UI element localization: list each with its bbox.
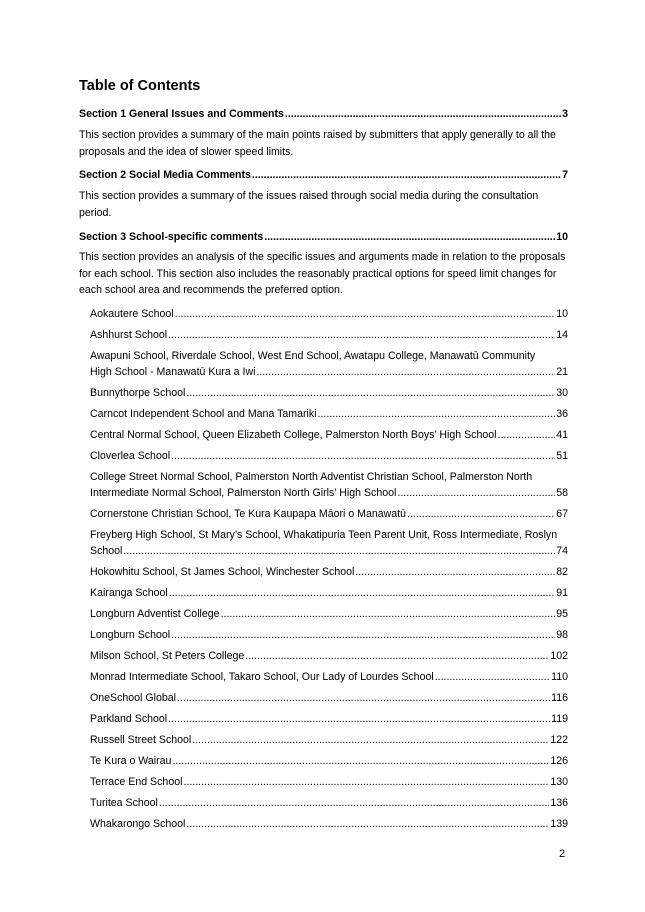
toc-entry[interactable] bbox=[90, 671, 568, 684]
toc-section-description: This section provides a summary of the issues raised through social media during the consultation period. bbox=[79, 190, 539, 219]
toc-page-number: 58 bbox=[556, 487, 568, 499]
toc-entry-first-line[interactable]: College Street Normal School, Palmerston North Adventist Christian School, Palmerston North bbox=[90, 471, 533, 483]
toc-leader-dots bbox=[355, 566, 555, 579]
toc-page-number: 119 bbox=[551, 713, 568, 725]
toc-entry-label: Monrad Intermediate School, Takaro School, Our Lady of Lourdes School bbox=[90, 671, 434, 683]
toc-leader-dots bbox=[245, 650, 549, 663]
toc-leader-dots bbox=[397, 487, 555, 500]
toc-page-number: 95 bbox=[556, 608, 568, 620]
toc-leader-dots bbox=[264, 231, 555, 244]
toc-entry[interactable] bbox=[90, 713, 568, 726]
toc-entry[interactable] bbox=[90, 797, 568, 810]
toc-entry-label: Central Normal School, Queen Elizabeth College, Palmerston North Boys’ High School bbox=[90, 429, 497, 441]
toc-section-description: This section provides a summary of the main points raised by submitters that apply generally to all the proposals and the idea of slower speed limits. bbox=[79, 129, 556, 158]
toc-page-number: 82 bbox=[556, 566, 568, 578]
toc-entry[interactable] bbox=[90, 629, 568, 642]
toc-leader-dots bbox=[498, 429, 556, 442]
toc-entry[interactable] bbox=[90, 508, 568, 521]
toc-page-number: 51 bbox=[556, 450, 568, 462]
toc-entry-label: Cloverlea School bbox=[90, 450, 171, 462]
toc-page-number: 116 bbox=[551, 692, 568, 704]
toc-page-number: 91 bbox=[556, 587, 568, 599]
toc-entry[interactable] bbox=[90, 487, 568, 500]
toc-entry[interactable] bbox=[90, 450, 568, 463]
toc-entry-label: Hokowhitu School, St James School, Winchester School bbox=[90, 566, 355, 578]
toc-entry[interactable] bbox=[90, 308, 568, 321]
toc-leader-dots bbox=[192, 734, 549, 747]
toc-page-number: 102 bbox=[550, 650, 568, 662]
toc-page-number: 14 bbox=[556, 329, 568, 341]
toc-leader-dots bbox=[407, 508, 555, 521]
toc-page-number: 10 bbox=[556, 231, 568, 243]
toc-leader-dots bbox=[168, 329, 555, 342]
toc-leader-dots bbox=[186, 387, 555, 400]
toc-leader-dots bbox=[252, 169, 561, 182]
toc-entry-label: OneSchool Global bbox=[90, 692, 176, 704]
toc-leader-dots bbox=[186, 818, 549, 831]
toc-page-number: 21 bbox=[556, 366, 568, 378]
toc-leader-dots bbox=[285, 108, 561, 121]
toc-entry[interactable] bbox=[90, 587, 568, 600]
toc-section-label: Section 1 General Issues and Comments bbox=[79, 108, 284, 120]
toc-leader-dots bbox=[168, 713, 550, 726]
toc-entry-first-line[interactable]: Awapuni School, Riverdale School, West End School, Awatapu College, Manawatū Community bbox=[90, 350, 536, 362]
toc-entry-label: Carncot Independent School and Mana Tamariki bbox=[90, 408, 317, 420]
toc-entry-label: Turitea School bbox=[90, 797, 158, 809]
toc-section-label: Section 3 School-specific comments bbox=[79, 231, 264, 243]
toc-leader-dots bbox=[171, 629, 555, 642]
toc-entry-label: Cornerstone Christian School, Te Kura Kaupapa Māori o Manawatū bbox=[90, 508, 407, 520]
toc-entry[interactable] bbox=[90, 366, 568, 379]
toc-entry-label: Milson School, St Peters College bbox=[90, 650, 245, 662]
toc-entry-label: Kairanga School bbox=[90, 587, 168, 599]
toc-entry[interactable] bbox=[90, 776, 568, 789]
toc-entry[interactable] bbox=[90, 608, 568, 621]
toc-section-1[interactable] bbox=[79, 108, 568, 121]
toc-entry[interactable] bbox=[90, 566, 568, 579]
toc-page-number: 130 bbox=[550, 776, 568, 788]
toc-leader-dots bbox=[435, 671, 550, 684]
toc-entry-label: Bunnythorpe School bbox=[90, 387, 186, 399]
toc-page-number: 136 bbox=[550, 797, 568, 809]
toc-page-number: 7 bbox=[562, 169, 568, 181]
toc-leader-dots bbox=[169, 587, 555, 600]
toc-page-number: 122 bbox=[550, 734, 568, 746]
toc-entry-label: Whakarongo School bbox=[90, 818, 186, 830]
toc-entry[interactable] bbox=[90, 692, 568, 705]
toc-page-number: 3 bbox=[562, 108, 568, 120]
toc-entry[interactable] bbox=[90, 545, 568, 558]
toc-title: Table of Contents bbox=[79, 78, 201, 94]
toc-page-number: 67 bbox=[556, 508, 568, 520]
toc-entry[interactable] bbox=[90, 734, 568, 747]
toc-leader-dots bbox=[123, 545, 555, 558]
toc-entry-label: Terrace End School bbox=[90, 776, 183, 788]
toc-entry-label: Longburn School bbox=[90, 629, 171, 641]
toc-section-description: This section provides an analysis of the specific issues and arguments made in relation to the proposals for each school. This section also includes the reasonably practical options for speed limit changes for each school area and recommends the preferred option. bbox=[79, 251, 566, 296]
toc-page-number: 126 bbox=[550, 755, 568, 767]
toc-page-number: 110 bbox=[551, 671, 568, 683]
toc-section-label: Section 2 Social Media Comments bbox=[79, 169, 251, 181]
toc-entry[interactable] bbox=[90, 650, 568, 663]
toc-entry-label: Intermediate Normal School, Palmerston North Girls’ High School bbox=[90, 487, 397, 499]
toc-entry-label: School bbox=[90, 545, 123, 557]
toc-entry[interactable] bbox=[90, 387, 568, 400]
toc-page-number: 139 bbox=[550, 818, 568, 830]
toc-leader-dots bbox=[159, 797, 549, 810]
page-number: 2 bbox=[559, 848, 566, 860]
toc-leader-dots bbox=[177, 692, 550, 705]
toc-entry[interactable] bbox=[90, 329, 568, 342]
toc-entry-label: Ashhurst School bbox=[90, 329, 168, 341]
toc-entry[interactable] bbox=[90, 429, 568, 442]
toc-page-number: 74 bbox=[556, 545, 568, 557]
toc-entry-label: Parkland School bbox=[90, 713, 168, 725]
toc-entry-label: Aokautere School bbox=[90, 308, 174, 320]
toc-entry-label: High School - Manawatū Kura a Iwi bbox=[90, 366, 256, 378]
toc-section-3[interactable] bbox=[79, 231, 568, 244]
toc-leader-dots bbox=[183, 776, 549, 789]
toc-leader-dots bbox=[172, 755, 549, 768]
toc-entry-label: Te Kura o Wairau bbox=[90, 755, 172, 767]
toc-page-number: 10 bbox=[556, 308, 568, 320]
toc-entry-label: Russell Street School bbox=[90, 734, 192, 746]
toc-entry-first-line[interactable]: Freyberg High School, St Mary’s School, Whakatipuria Teen Parent Unit, Ross Intermediate, Roslyn bbox=[90, 529, 558, 541]
toc-entry[interactable] bbox=[90, 818, 568, 831]
toc-entry[interactable] bbox=[90, 755, 568, 768]
toc-leader-dots bbox=[175, 308, 556, 321]
toc-leader-dots bbox=[256, 366, 555, 379]
toc-leader-dots bbox=[318, 408, 556, 421]
toc-leader-dots bbox=[221, 608, 556, 621]
toc-page-number: 98 bbox=[556, 629, 568, 641]
toc-section-2[interactable] bbox=[79, 169, 568, 182]
toc-page-number: 36 bbox=[556, 408, 568, 420]
toc-leader-dots bbox=[171, 450, 555, 463]
toc-entry-label: Longburn Adventist College bbox=[90, 608, 220, 620]
toc-page-number: 41 bbox=[556, 429, 568, 441]
toc-entry[interactable] bbox=[90, 408, 568, 421]
toc-page-number: 30 bbox=[556, 387, 568, 399]
